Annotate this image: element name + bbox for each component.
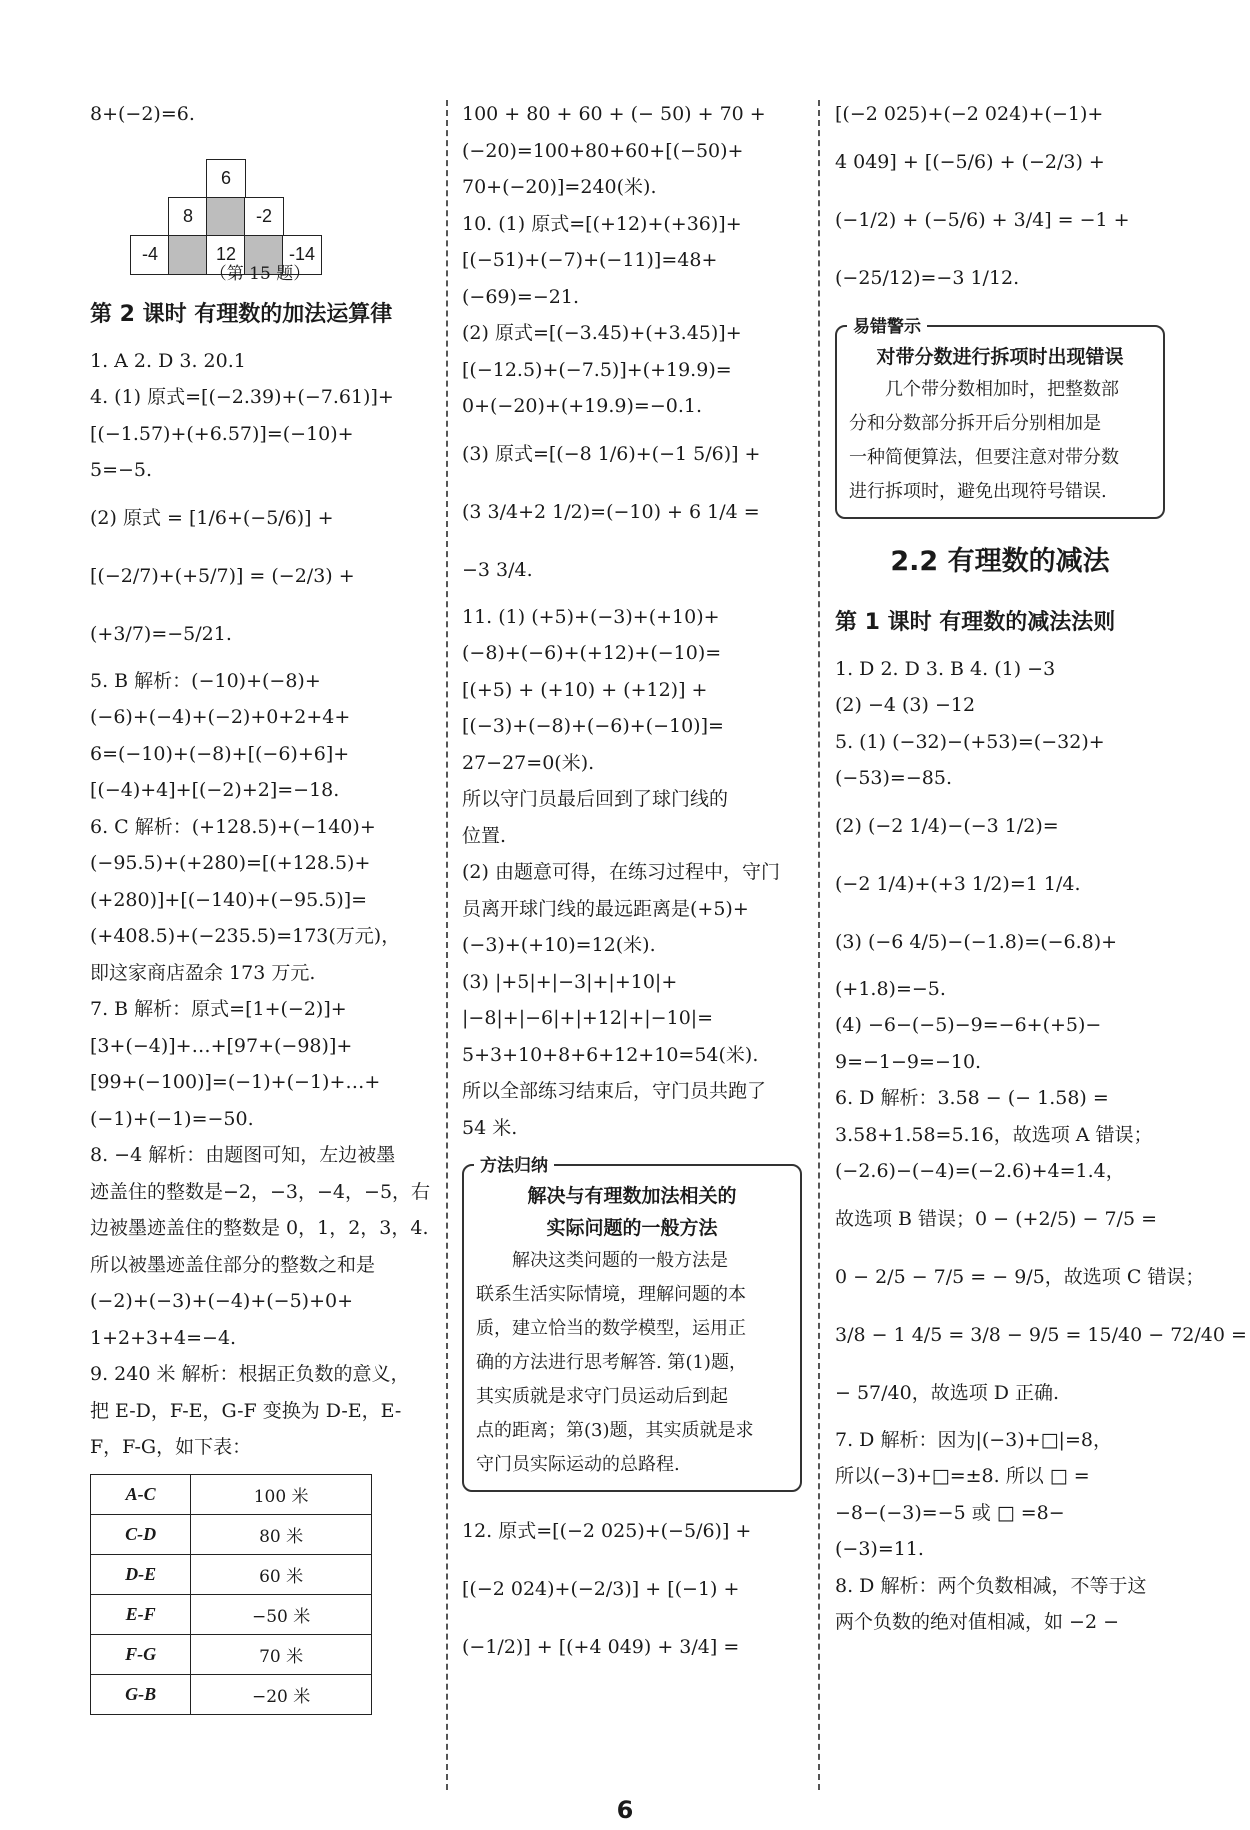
- answer-line: 3/8 − 1 4/5 = 3/8 − 9/5 = 15/40 − 72/40 =: [835, 1323, 1247, 1346]
- answer-line: (2) (−2 1/4)−(−3 1/2)=: [835, 814, 1059, 837]
- box-text: 点的距离；第(3)题，其实质就是求: [476, 1420, 754, 1441]
- answer-line: 9. 240 米 解析：根据正负数的意义，: [90, 1363, 410, 1385]
- page-number: 6: [616, 1796, 634, 1824]
- answer-line: (−3)=11.: [835, 1538, 924, 1560]
- answer-line: 9=−1−9=−10.: [835, 1050, 982, 1073]
- answer-line: (+280)]+[(−140)+(−95.5)]=: [90, 888, 368, 911]
- answer-line: 5=−5.: [90, 459, 153, 481]
- answer-line: 员离开球门线的最远距离是(+5)+: [462, 897, 749, 920]
- table-cell: −20 米: [191, 1674, 372, 1714]
- box-text: 确的方法进行思考解答. 第(1)题，: [476, 1352, 747, 1373]
- answer-line: [(−2 024)+(−2/3)] + [(−1) +: [462, 1578, 740, 1600]
- lesson-heading: 第 2 课时 有理数的加法运算律: [90, 301, 393, 327]
- figure-caption: （第 15 题）: [209, 263, 311, 284]
- answer-line: (−3)+(+10)=12(米).: [462, 934, 656, 956]
- answer-line: 3.58+1.58=5.16，故选项 A 错误；: [835, 1123, 1153, 1146]
- answer-line: 8. −4 解析：由题图可知，左边被墨: [90, 1144, 396, 1166]
- answer-line: 5+3+10+8+6+12+10=54(米).: [462, 1043, 759, 1066]
- common-mistake-box: [835, 316, 1165, 519]
- answer-line: 6. C 解析：(+128.5)+(−140)+: [90, 815, 376, 838]
- table-cell: C-D: [91, 1514, 191, 1554]
- answer-line: −3 3/4.: [462, 558, 533, 581]
- box-text: 解决这类问题的一般方法是: [512, 1250, 728, 1271]
- answer-line: 27−27=0(米).: [462, 751, 595, 774]
- answer-line: [(−3)+(−8)+(−6)+(−10)]=: [462, 715, 724, 737]
- table-cell: 70 米: [191, 1634, 372, 1674]
- section-title: 2.2 有理数的减法: [890, 545, 1110, 577]
- answer-line: [(+5) + (+10) + (+12)] +: [462, 678, 708, 701]
- answer-line: 所以全部练习结束后，守门员共跑了: [462, 1080, 767, 1102]
- answer-line: (2) 原式 = [1/6+(−5/6)] +: [90, 506, 334, 529]
- answer-line: F，F-G，如下表：: [90, 1436, 252, 1458]
- pyramid-cell: -4: [130, 235, 170, 275]
- answer-line: (3) (−6 4/5)−(−1.8)=(−6.8)+: [835, 930, 1118, 953]
- answer-line: 故选项 B 错误；0 − (+2/5) − 7/5 =: [835, 1207, 1157, 1230]
- answer-line: [(−51)+(−7)+(−11)]=48+: [462, 249, 718, 271]
- table-cell: G-B: [91, 1674, 191, 1714]
- answer-line: −8−(−3)=−5 或 □ =8−: [835, 1501, 1065, 1524]
- answer-line: [(−4)+4]+[(−2)+2]=−18.: [90, 779, 340, 801]
- box-text: 守门员实际运动的总路程.: [476, 1454, 680, 1475]
- pyramid-cell: -2: [244, 197, 284, 237]
- answer-line: (−6)+(−4)+(−2)+0+2+4+: [90, 706, 351, 728]
- distance-table: [90, 1474, 372, 1715]
- box-text: 分和分数部分拆开后分别相加是: [849, 412, 1101, 434]
- pyramid-cell: 8: [168, 197, 208, 237]
- box-text: 几个带分数相加时，把整数部: [885, 378, 1119, 400]
- answer-line: 10. (1) 原式=[(+12)+(+36)]+: [462, 212, 742, 235]
- answer-line: [(−1.57)+(+6.57)]=(−10)+: [90, 422, 354, 445]
- answer-line: [(−2 025)+(−2 024)+(−1)+: [835, 103, 1104, 125]
- answer-line: − 57/40，故选项 D 正确.: [835, 1381, 1060, 1404]
- answer-line: (−95.5)+(+280)=[(+128.5)+: [90, 852, 371, 874]
- box-tag: 易错警示: [847, 312, 927, 337]
- answer-line: 边被墨迹盖住的整数是 0，1，2，3，4.: [90, 1217, 429, 1239]
- pyramid-cell: 12: [206, 235, 246, 275]
- box-text: 进行拆项时，避免出现符号错误.: [849, 480, 1107, 502]
- box-text: 联系生活实际情境，理解问题的本: [476, 1284, 746, 1305]
- answer-line: (−20)=100+80+60+[(−50)+: [462, 139, 744, 162]
- answer-line: 5. (1) (−32)−(+53)=(−32)+: [835, 730, 1105, 753]
- answer-line: 8. D 解析：两个负数相减，不等于这: [835, 1574, 1147, 1597]
- answer-line: 8+(−2)=6.: [90, 103, 195, 125]
- answer-line: 所以(−3)+□=±8. 所以 □ =: [835, 1465, 1090, 1487]
- box-text: 其实质就是求守门员运动后到起: [476, 1386, 728, 1407]
- answer-line: 6=(−10)+(−8)+[(−6)+6]+: [90, 742, 350, 765]
- pyramid-cell: 6: [206, 159, 246, 199]
- box-text: 一种简便算法，但要注意对带分数: [849, 446, 1119, 468]
- answer-line: 7. B 解析：原式=[1+(−2)]+: [90, 998, 347, 1020]
- answer-line: (2) −4 (3) −12: [835, 694, 976, 716]
- pyramid-cell-shaded: [206, 197, 246, 237]
- answer-line: (4) −6−(−5)−9=−6+(+5)−: [835, 1014, 1102, 1036]
- answer-line: 4 049] + [(−5/6) + (−2/3) +: [835, 150, 1105, 173]
- column-left: [90, 96, 430, 1715]
- answer-line: 100 + 80 + 60 + (− 50) + 70 +: [462, 103, 766, 125]
- box-text: 质，建立恰当的数学模型，运用正: [476, 1318, 746, 1339]
- table-row: [91, 1594, 372, 1634]
- box-title: 解决与有理数加法相关的: [527, 1185, 737, 1207]
- answer-line: (3 3/4+2 1/2)=(−10) + 6 1/4 =: [462, 500, 760, 523]
- table-cell: A-C: [91, 1474, 191, 1514]
- answer-line: 两个负数的绝对值相减，如 −2 −: [835, 1611, 1120, 1633]
- table-cell: D-E: [91, 1554, 191, 1594]
- answer-line: 0+(−20)+(+19.9)=−0.1.: [462, 395, 702, 417]
- column-middle: [462, 96, 802, 1676]
- answer-line: (−2)+(−3)+(−4)+(−5)+0+: [90, 1290, 354, 1312]
- number-pyramid: [90, 133, 430, 284]
- box-title: 实际问题的一般方法: [546, 1217, 718, 1239]
- column-separator: [446, 100, 448, 1790]
- answer-line: 11. (1) (+5)+(−3)+(+10)+: [462, 605, 720, 628]
- answer-line: [(−12.5)+(−7.5)]+(+19.9)=: [462, 358, 732, 381]
- table-cell: 60 米: [191, 1554, 372, 1594]
- answer-line: 1+2+3+4=−4.: [90, 1326, 237, 1349]
- answer-line: (+1.8)=−5.: [835, 977, 946, 1000]
- answer-line: |−8|+|−6|+|+12|+|−10|=: [462, 1007, 714, 1029]
- answer-line: 6. D 解析：3.58 − (− 1.58) =: [835, 1087, 1109, 1109]
- answer-line: (3) |+5|+|−3|+|+10|+: [462, 970, 678, 993]
- answer-line: (−1)+(−1)=−50.: [90, 1107, 254, 1130]
- table-cell: 80 米: [191, 1514, 372, 1554]
- answer-line: 迹盖住的整数是−2，−3，−4，−5，右: [90, 1180, 431, 1203]
- answer-line: 1. D 2. D 3. B 4. (1) −3: [835, 657, 1056, 680]
- answer-line: (−2 1/4)+(+3 1/2)=1 1/4.: [835, 872, 1081, 895]
- answer-line: 所以被墨迹盖住部分的整数之和是: [90, 1253, 376, 1276]
- answer-line: (+3/7)=−5/21.: [90, 622, 232, 645]
- table-cell: F-G: [91, 1634, 191, 1674]
- column-separator: [818, 100, 820, 1790]
- table-cell: −50 米: [191, 1594, 372, 1634]
- answer-line: 70+(−20)]=240(米).: [462, 176, 657, 198]
- answer-line: (−2.6)−(−4)=(−2.6)+4=1.4，: [835, 1160, 1125, 1182]
- box-title: 对带分数进行拆项时出现错误: [876, 345, 1124, 368]
- answer-line: 5. B 解析：(−10)+(−8)+: [90, 669, 321, 692]
- lesson-heading: 第 1 课时 有理数的减法法则: [835, 609, 1116, 635]
- answer-line: (+408.5)+(−235.5)=173(万元)，: [90, 925, 401, 947]
- pyramid-cell: -14: [282, 235, 322, 275]
- method-summary-box: [462, 1156, 802, 1492]
- answer-line: (2) 原式=[(−3.45)+(+3.45)]+: [462, 322, 742, 344]
- answer-line: [99+(−100)]=(−1)+(−1)+…+: [90, 1071, 381, 1093]
- box-tag: 方法归纳: [474, 1151, 554, 1176]
- answer-line: 把 E-D，F-E，G-F 变换为 D-E，E-: [90, 1399, 402, 1422]
- answer-line: (−1/2) + (−5/6) + 3/4] = −1 +: [835, 208, 1130, 231]
- table-cell: 100 米: [191, 1474, 372, 1514]
- answer-line: 54 米.: [462, 1116, 518, 1139]
- answer-line: (−69)=−21.: [462, 285, 579, 308]
- answer-line: 12. 原式=[(−2 025)+(−5/6)] +: [462, 1520, 752, 1542]
- answer-line: 所以守门员最后回到了球门线的: [462, 788, 729, 810]
- answer-line: (−8)+(−6)+(+12)+(−10)=: [462, 642, 722, 664]
- answer-line: (3) 原式=[(−8 1/6)+(−1 5/6)] +: [462, 442, 761, 465]
- table-row: [91, 1634, 372, 1674]
- answer-line: (−25/12)=−3 1/12.: [835, 266, 1020, 289]
- table-row: [91, 1474, 372, 1514]
- answer-line: (−53)=−85.: [835, 767, 952, 789]
- answer-line: (−1/2)] + [(+4 049) + 3/4] =: [462, 1636, 740, 1658]
- table-row: [91, 1554, 372, 1594]
- answer-line: 4. (1) 原式=[(−2.39)+(−7.61)]+: [90, 386, 394, 408]
- answer-line: (2) 由题意可得，在练习过程中，守门: [462, 861, 780, 883]
- answer-line: 位置.: [462, 824, 507, 847]
- column-right: [835, 96, 1247, 1641]
- table-cell: E-F: [91, 1594, 191, 1634]
- answer-line: 0 − 2/5 − 7/5 = − 9/5，故选项 C 错误；: [835, 1265, 1205, 1288]
- answer-line: [3+(−4)]+…+[97+(−98)]+: [90, 1034, 353, 1057]
- answer-line: 即这家商店盈余 173 万元.: [90, 961, 316, 984]
- table-row: [91, 1674, 372, 1714]
- answer-line: 1. A 2. D 3. 20.1: [90, 349, 246, 372]
- answer-line: 7. D 解析：因为|(−3)+□|=8，: [835, 1428, 1112, 1451]
- table-row: [91, 1514, 372, 1554]
- answer-line: [(−2/7)+(+5/7)] = (−2/3) +: [90, 564, 355, 587]
